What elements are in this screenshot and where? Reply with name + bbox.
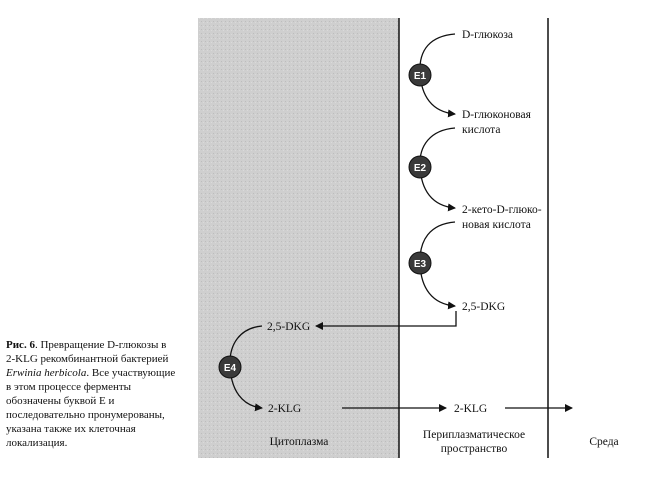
compound-gluconic-line2: кислота [462,124,501,136]
enzyme-e1-label: E1 [413,71,427,82]
compound-klg-periplasm: 2-KLG [454,403,488,415]
compound-ketogluconic-line2: новая кислота [462,219,531,231]
enzyme-e4 [219,356,241,378]
cytoplasm-region [198,18,399,458]
compound-ketogluconic-line1: 2-кето-D-глюко- [462,204,542,216]
enzyme-e1 [409,64,431,86]
caption-text-b: . Все участвующие в этом процессе ферменты обозначены буквой Е и последовательно пронумерованы, указана также их клеточная локализация. [6,367,176,449]
enzyme-e3 [409,252,431,274]
caption-label: Рис. 6 [6,339,35,351]
zone-label-cytoplasm: Цитоплазма [269,436,329,448]
compound-glucose: D-глюкоза [462,29,513,41]
zone-label-periplasm-line1: Периплазматическое [422,429,526,441]
compound-klg-cytoplasm: 2-KLG [268,403,302,415]
zone-label-periplasm-line2: пространство [440,443,508,455]
compound-dkg-cytoplasm: 2,5-DKG [267,321,311,333]
zone-label-environment: Среда [589,436,619,448]
enzyme-e3-label: E3 [413,259,427,270]
enzyme-e2-label: E2 [413,163,427,174]
compound-gluconic-line1: D-глюконовая [462,109,531,121]
enzyme-e4-label: E4 [223,363,237,374]
caption-organism: Erwinia herbicola [6,367,87,379]
caption-text-a: . Превращение D-глюкозы в 2-KLG рекомбинантной бактерией [6,339,169,365]
figure-caption [6,338,176,450]
compound-dkg-periplasm: 2,5-DKG [462,301,506,313]
enzyme-e2 [409,156,431,178]
